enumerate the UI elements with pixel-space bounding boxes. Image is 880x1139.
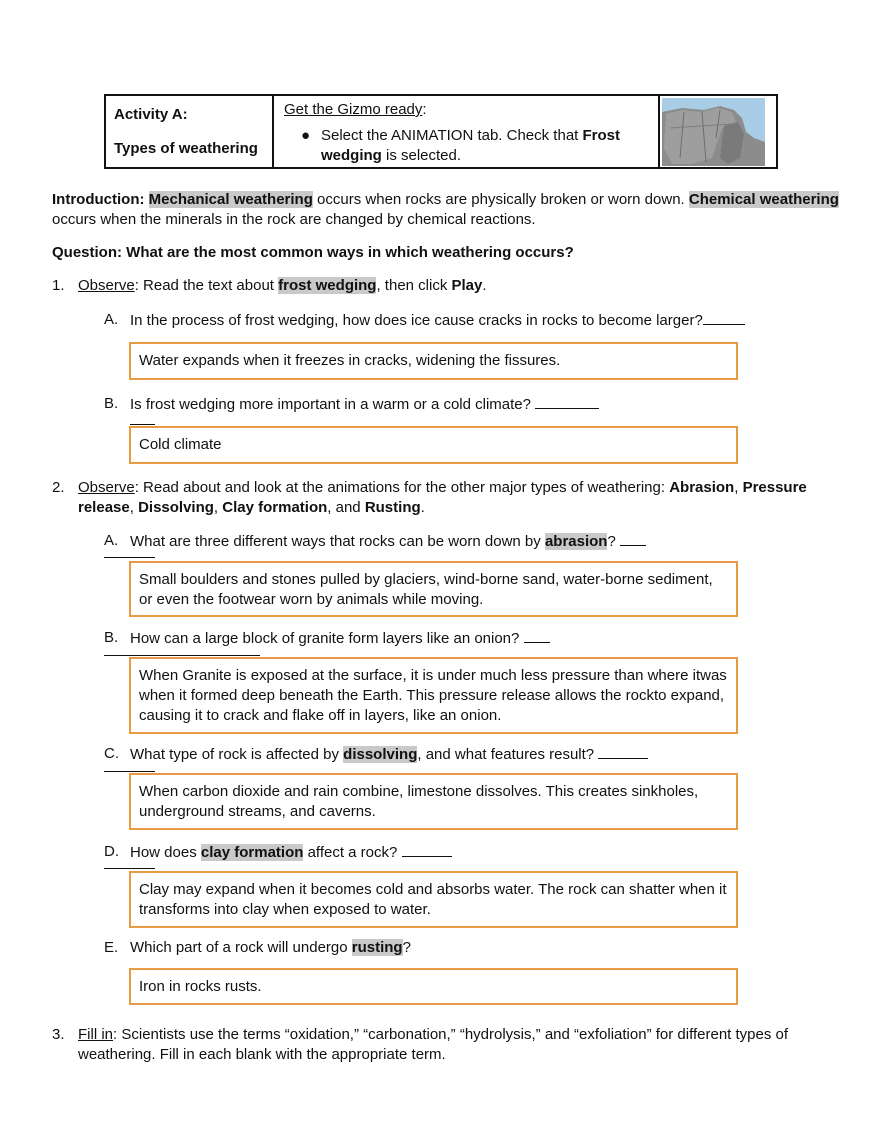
answer-blank: [535, 394, 599, 409]
q2c-question: What type of rock is affected by dissolving, and what features result?: [130, 744, 830, 765]
q1-number: 1.: [52, 277, 65, 294]
gizmo-instructions-cell: [274, 96, 660, 167]
q2d-letter: D.: [104, 843, 119, 860]
instruction-bullet: ● Select the ANIMATION tab. Check that Frost wedging is selected.: [301, 127, 620, 164]
q2b-answer-box[interactable]: When Granite is exposed at the surface, it is under much less pressure than where itwas when it formed deep beneath the Earth. This pressure release allows the rockto expand, causing it to crack and flake off in layers, like an onion.: [129, 657, 738, 734]
answer-blank: [402, 842, 452, 857]
clay-formation-highlight: clay formation: [200, 844, 304, 861]
chemical-weathering-term: Chemical weathering: [688, 191, 839, 208]
q2c-letter: C.: [104, 745, 119, 762]
rusting-highlight: rusting: [351, 939, 403, 956]
q2a-question: What are three different ways that rocks can be worn down by abrasion?: [130, 531, 830, 552]
q2a-answer-box[interactable]: Small boulders and stones pulled by glaciers, wind-borne sand, water-borne sediment, or even the footwear worn by animals while moving.: [129, 561, 738, 617]
q2-number: 2.: [52, 479, 65, 496]
answer-blank-continuation: [104, 557, 155, 558]
frost-wedging-term: Frost wedging: [321, 127, 620, 164]
gizmo-ready-colon: :: [422, 101, 427, 118]
answer-blank-continuation: [104, 868, 155, 869]
q1a-letter: A.: [104, 311, 119, 328]
answer-blank-continuation: [104, 655, 260, 656]
q2b-letter: B.: [104, 629, 119, 646]
q3-number: 3.: [52, 1026, 65, 1043]
q2e-question: Which part of a rock will undergo rusting?: [130, 939, 411, 956]
answer-blank: [703, 310, 745, 325]
q1b-answer-box[interactable]: Cold climate: [129, 426, 738, 464]
q3-prompt: Fill in: Scientists use the terms “oxidation,” “carbonation,” “hydrolysis,” and “exfoliation” for different types of weathering. Fill in each blank with the appropriate term.: [78, 1026, 789, 1063]
q1-prompt: Observe: Read the text about frost wedging, then click Play.: [78, 277, 487, 294]
q1a-answer-box[interactable]: Water expands when it freezes in cracks, widening the fissures.: [129, 342, 738, 380]
q1b-letter: B.: [104, 395, 119, 412]
rock-cliff-image: [662, 98, 765, 166]
answer-blank: [598, 744, 648, 759]
q2-prompt: Observe: Read about and look at the animations for the other major types of weathering: Abrasion, Pressure release, Dissolving, Clay formation, and Rusting.: [78, 479, 807, 516]
mechanical-weathering-term: Mechanical weathering: [148, 191, 313, 208]
abrasion-highlight: abrasion: [544, 533, 608, 550]
bullet-icon: ●: [301, 127, 311, 144]
q2d-question: How does clay formation affect a rock?: [130, 842, 830, 863]
q2e-letter: E.: [104, 939, 119, 956]
q2b-question: How can a large block of granite form layers like an onion?: [130, 628, 830, 649]
q2a-letter: A.: [104, 532, 119, 549]
q2d-answer-box[interactable]: Clay may expand when it becomes cold and absorbs water. The rock can shatter when it transforms into clay when exposed to water.: [129, 871, 738, 928]
dissolving-highlight: dissolving: [343, 746, 418, 763]
image-cell: [660, 96, 776, 167]
activity-cell: [106, 96, 274, 167]
answer-blank: [620, 531, 646, 546]
q2c-answer-box[interactable]: When carbon dioxide and rain combine, limestone dissolves. This creates sinkholes, underground streams, and caverns.: [129, 773, 738, 830]
answer-blank-continuation: [104, 771, 155, 772]
gizmo-ready-heading: Get the Gizmo ready: [284, 101, 423, 118]
q1b-question: Is frost wedging more important in a warm or a cold climate?: [130, 394, 830, 415]
activity-header-table: [104, 94, 778, 169]
play-term: Play: [451, 277, 483, 294]
answer-blank: [524, 628, 550, 643]
answer-blank-continuation: [130, 424, 155, 425]
q1a-question: In the process of frost wedging, how does ice cause cracks in rocks to become larger?: [130, 310, 830, 331]
activity-title: Types of weathering: [114, 140, 258, 157]
q2e-answer-box[interactable]: Iron in rocks rusts.: [129, 968, 738, 1005]
frost-wedging-highlight: frost wedging: [278, 277, 377, 294]
main-question: Question: What are the most common ways in which weathering occurs?: [52, 244, 574, 261]
introduction: Introduction: Mechanical weathering occurs when rocks are physically broken or worn down. Chemical weathering occurs when the minerals in the rock are changed by chemical reactions.: [52, 191, 839, 228]
activity-label: Activity A:: [114, 106, 188, 123]
